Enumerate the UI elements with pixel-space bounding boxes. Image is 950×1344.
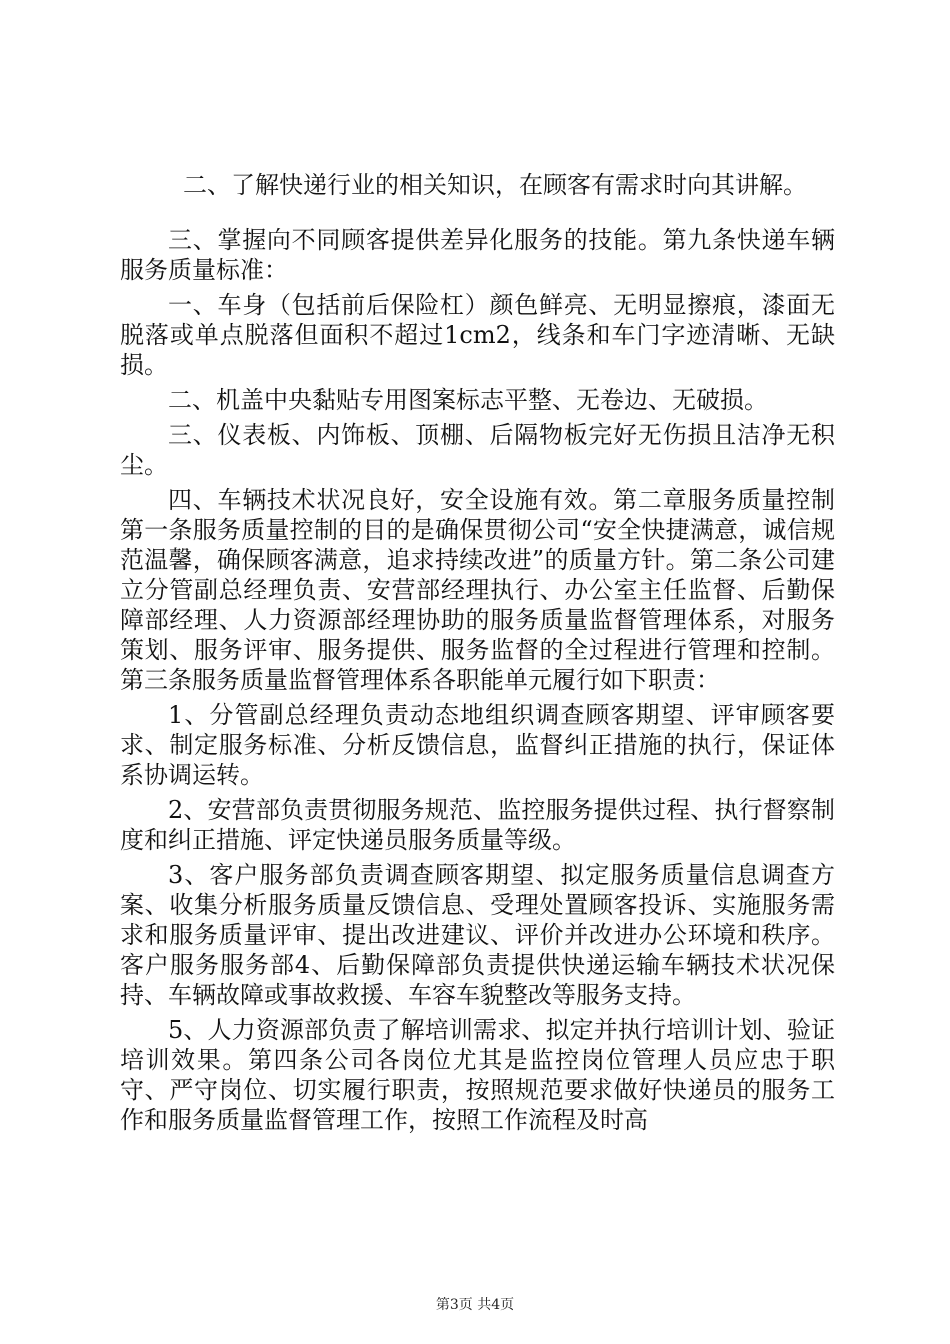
- paragraph: 三、掌握向不同顾客提供差异化服务的技能。第九条快递车辆服务质量标准：: [120, 226, 835, 284]
- paragraph: 三、仪表板、内饰板、顶棚、后隔物板完好无伤损且洁净无积尘。: [120, 421, 835, 479]
- paragraph: 二、机盖中央黏贴专用图案标志平整、无卷边、无破损。: [168, 386, 768, 414]
- paragraph: 3、客户服务部负责调查顾客期望、拟定服务质量信息调查方案、收集分析服务质量反馈信息、受理处置顾客投诉、实施服务需求和服务质量评审、提出改进建议、评价并改进办公环境和秩序。客户服务服务部4、后勤保障部负责提供快递运输车辆技术状况保持、车辆故障或事故救援、车容车貌整改等服务支持。: [120, 861, 835, 1009]
- paragraph: 四、车辆技术状况良好，安全设施有效。第二章服务质量控制第一条服务质量控制的目的是确保贯彻公司“安全快捷满意，诚信规范温馨，确保顾客满意，追求持续改进”的质量方针。第二条公司建立分管副总经理负责、安营部经理执行、办公室主任监督、后勤保障部经理、人力资源部经理协助的服务质量监督管理体系，对服务策划、服务评审、服务提供、服务监督的全过程进行管理和控制。第三条服务质量监督管理体系各职能单元履行如下职责：: [120, 486, 835, 694]
- paragraph: 5、人力资源部负责了解培训需求、拟定并执行培训计划、验证培训效果。第四条公司各岗位尤其是监控岗位管理人员应忠于职守、严守岗位、切实履行职责，按照规范要求做好快递员的服务工作和服务质量监督管理工作，按照工作流程及时高: [120, 1016, 835, 1134]
- document-body: [120, 170, 835, 1140]
- paragraph: 一、车身（包括前后保险杠）颜色鲜亮、无明显擦痕，漆面无脱落或单点脱落但面积不超过1cm2，线条和车门字迹清晰、无缺损。: [120, 291, 835, 379]
- page-number-footer: 第3页 共4页: [435, 1297, 515, 1313]
- paragraph: 1、分管副总经理负责动态地组织调查顾客期望、评审顾客要求、制定服务标准、分析反馈信息，监督纠正措施的执行，保证体系协调运转。: [120, 701, 835, 789]
- paragraph: 二、了解快递行业的相关知识，在顾客有需求时向其讲解。: [183, 171, 807, 199]
- paragraph: 2、安营部负责贯彻服务规范、监控服务提供过程、执行督察制度和纠正措施、评定快递员服务质量等级。: [120, 796, 835, 854]
